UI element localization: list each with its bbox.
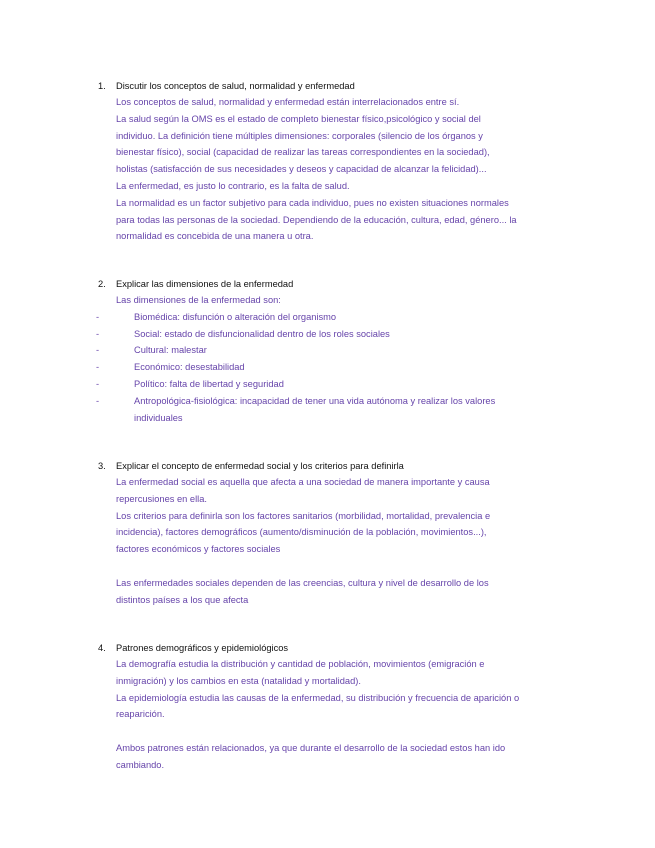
dimensions-list xyxy=(96,309,598,427)
answer-line: normalidad es concebida de una manera u otra. xyxy=(116,231,314,242)
section-number: 2. xyxy=(98,279,106,289)
section-1 xyxy=(98,78,598,245)
answer-line: factores económicos y factores sociales xyxy=(116,544,281,555)
answer-line: inmigración) y los cambios en esta (natalidad y mortalidad). xyxy=(116,675,361,686)
answer-line: cambiando. xyxy=(116,759,165,770)
bullet-dash: - xyxy=(96,362,100,373)
answer-line: Las enfermedades sociales dependen de las creencias, cultura y nivel de desarrollo de los xyxy=(116,577,489,588)
answer-line: incidencia), factores demográficos (aumento/disminución de la población, movimientos...), xyxy=(116,527,487,538)
section-heading xyxy=(98,78,598,94)
list-item xyxy=(98,393,598,410)
bullet-dash: - xyxy=(96,395,100,406)
section-number: 1. xyxy=(98,81,106,91)
answer-line: Las dimensiones de la enfermedad son: xyxy=(116,295,281,305)
answer-line: individuo. La definición tiene múltiples dimensiones: corporales (silencio de los órganos y xyxy=(116,130,483,141)
section-3 xyxy=(98,458,598,608)
bullet-dash: - xyxy=(96,378,100,389)
bullet-dash: - xyxy=(96,345,100,356)
section-title: Discutir los conceptos de salud, normalidad y enfermedad xyxy=(116,81,355,91)
section-number: 4. xyxy=(98,643,106,653)
section-answer xyxy=(116,474,598,608)
list-item-text: Económico: desestabilidad xyxy=(134,362,245,373)
list-item-text: Político: falta de libertad y seguridad xyxy=(134,378,284,389)
answer-line: La enfermedad social es aquella que afecta a una sociedad de manera importante y causa xyxy=(116,477,490,487)
list-item-continuation xyxy=(98,410,598,427)
answer-line: La normalidad es un factor subjetivo para cada individuo, pues no existen situaciones normales xyxy=(116,197,509,208)
list-item-text: Antropológica-fisiológica: incapacidad de tener una vida autónoma y realizar los valores xyxy=(134,395,496,406)
section-2 xyxy=(98,276,598,426)
section-heading xyxy=(98,458,598,474)
section-title: Explicar el concepto de enfermedad social y los criterios para definirla xyxy=(116,461,404,471)
section-answer xyxy=(96,292,598,426)
answer-line: repercusiones en ella. xyxy=(116,493,207,504)
list-item-text: Social: estado de disfuncionalidad dentro de los roles sociales xyxy=(134,328,390,339)
answer-line: distintos países a los que afecta xyxy=(116,594,249,605)
blank-line xyxy=(116,723,598,740)
list-item-text: Biomédica: disfunción o alteración del organismo xyxy=(134,311,337,322)
list-item xyxy=(98,326,598,343)
section-number: 3. xyxy=(98,461,106,471)
list-item xyxy=(98,342,598,359)
list-item xyxy=(98,309,598,326)
answer-line: reaparición. xyxy=(116,709,165,720)
section-4 xyxy=(98,640,598,774)
answer-line: holistas (satisfacción de sus necesidades y deseos y capacidad de alcanzar la felicidad)... xyxy=(116,164,487,175)
section-heading xyxy=(98,640,598,656)
section-title: Patrones demográficos y epidemiológicos xyxy=(116,643,289,653)
list-item xyxy=(98,359,598,376)
section-title: Explicar las dimensiones de la enfermedad xyxy=(116,279,294,289)
answer-line: Los criterios para definirla son los factores sanitarios (morbilidad, mortalidad, prevalencia e xyxy=(116,510,491,521)
blank-line xyxy=(116,558,598,575)
section-answer xyxy=(116,656,598,774)
bullet-dash: - xyxy=(96,328,100,339)
answer-line: La demografía estudia la distribución y cantidad de población, movimientos (emigración e xyxy=(116,659,485,669)
answer-line: La enfermedad, es justo lo contrario, es la falta de salud. xyxy=(116,180,350,191)
section-heading xyxy=(98,276,598,292)
answer-line: Ambos patrones están relacionados, ya que durante el desarrollo de la sociedad estos han ido xyxy=(116,742,506,753)
answer-line: Los conceptos de salud, normalidad y enfermedad están interrelacionados entre sí. xyxy=(116,97,460,107)
answer-line: La epidemiología estudia las causas de la enfermedad, su distribución y frecuencia de aparición o xyxy=(116,692,520,703)
list-item xyxy=(98,376,598,393)
answer-line: bienestar físico), social (capacidad de realizar las tareas correspondientes en la sociedad), xyxy=(116,147,490,158)
bullet-dash: - xyxy=(96,311,100,322)
answer-line: La salud según la OMS es el estado de completo bienestar físico,psicológico y social del xyxy=(116,113,481,124)
list-item-text: individuales xyxy=(134,412,183,423)
section-answer xyxy=(116,94,598,245)
list-item-text: Cultural: malestar xyxy=(134,345,207,356)
answer-line: para todas las personas de la sociedad. Dependiendo de la educación, cultura, edad, género... la xyxy=(116,214,517,225)
